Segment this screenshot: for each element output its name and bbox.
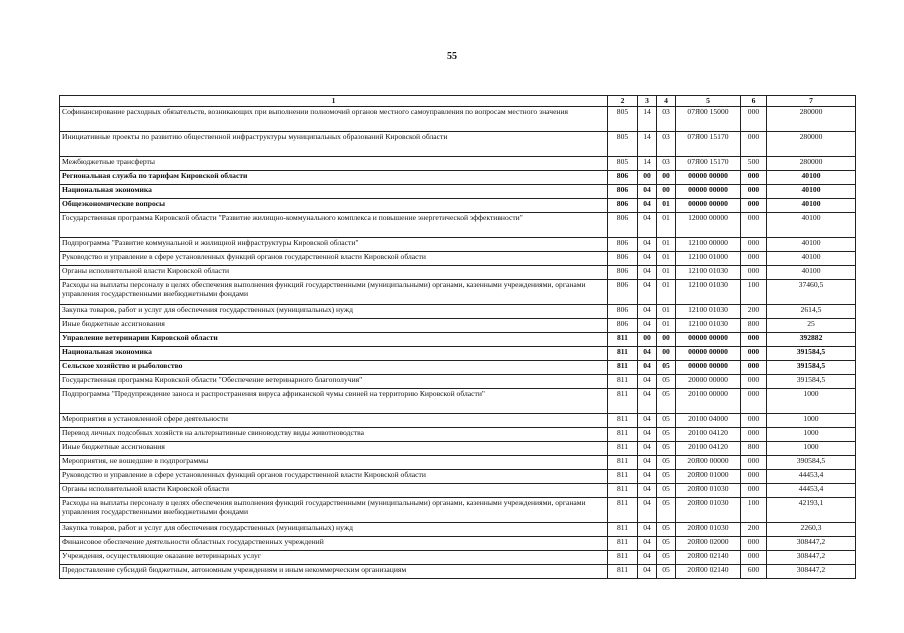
subsection-cell: 05 [657, 565, 676, 579]
name-cell: Учреждения, осуществляющие оказание ветеринарных услуг [60, 551, 608, 565]
expense-type-cell: 000 [741, 389, 767, 414]
section-cell: 04 [638, 213, 657, 238]
name-cell: Региональная служба по тарифам Кировской области [60, 171, 608, 185]
name-cell: Иные бюджетные ассигнования [60, 319, 608, 333]
amount-cell: 280000 [767, 107, 856, 132]
target-article-cell: 12100 01030 [676, 280, 741, 305]
subsection-cell: 01 [657, 199, 676, 213]
amount-cell: 40100 [767, 213, 856, 238]
amount-cell: 308447,2 [767, 551, 856, 565]
amount-cell: 40100 [767, 252, 856, 266]
section-cell: 14 [638, 157, 657, 171]
admin-code-cell: 806 [608, 266, 638, 280]
target-article-cell: 20Я00 01030 [676, 484, 741, 498]
subsection-cell: 01 [657, 266, 676, 280]
expense-type-cell: 000 [741, 171, 767, 185]
admin-code-cell: 811 [608, 484, 638, 498]
amount-cell: 1000 [767, 442, 856, 456]
admin-code-cell: 806 [608, 185, 638, 199]
table-header-row [60, 96, 856, 107]
expense-type-cell: 800 [741, 442, 767, 456]
name-cell: Подпрограмма "Предупреждение заноса и распространения вируса африканской чумы свиней на территорию Кировской области" [60, 389, 608, 414]
table-row [60, 280, 856, 305]
name-cell: Управление ветеринарии Кировской области [60, 333, 608, 347]
table-row [60, 319, 856, 333]
amount-cell: 2614,5 [767, 305, 856, 319]
expense-type-cell: 000 [741, 347, 767, 361]
table-row [60, 389, 856, 414]
target-article-cell: 12100 00000 [676, 238, 741, 252]
section-cell: 04 [638, 305, 657, 319]
expense-type-cell: 200 [741, 305, 767, 319]
table-row [60, 428, 856, 442]
target-article-cell: 20100 04120 [676, 442, 741, 456]
name-cell: Закупка товаров, работ и услуг для обеспечения государственных (муниципальных) нужд [60, 305, 608, 319]
admin-code-cell: 811 [608, 565, 638, 579]
section-cell: 04 [638, 470, 657, 484]
amount-cell: 2260,3 [767, 523, 856, 537]
amount-cell: 280000 [767, 157, 856, 171]
header-cell-5: 5 [676, 96, 741, 107]
subsection-cell: 05 [657, 414, 676, 428]
name-cell: Мероприятия в установленной сфере деятельности [60, 414, 608, 428]
section-cell: 04 [638, 319, 657, 333]
table-row [60, 185, 856, 199]
section-cell: 04 [638, 428, 657, 442]
table-row [60, 238, 856, 252]
subsection-cell: 00 [657, 185, 676, 199]
header-cell-3: 3 [638, 96, 657, 107]
target-article-cell: 20Я00 02000 [676, 537, 741, 551]
header-cell-1: 1 [60, 96, 608, 107]
subsection-cell: 05 [657, 375, 676, 389]
table-row [60, 266, 856, 280]
name-cell: Государственная программа Кировской области "Обеспечение ветеринарного благополучия" [60, 375, 608, 389]
target-article-cell: 12100 01030 [676, 266, 741, 280]
admin-code-cell: 806 [608, 252, 638, 266]
section-cell: 04 [638, 442, 657, 456]
expense-type-cell: 000 [741, 551, 767, 565]
section-cell: 04 [638, 266, 657, 280]
table-row [60, 347, 856, 361]
admin-code-cell: 811 [608, 523, 638, 537]
admin-code-cell: 805 [608, 157, 638, 171]
table-row [60, 213, 856, 238]
expense-type-cell: 000 [741, 213, 767, 238]
name-cell: Финансовое обеспечение деятельности областных государственных учреждений [60, 537, 608, 551]
budget-table-body [60, 96, 856, 579]
target-article-cell: 20100 04000 [676, 414, 741, 428]
name-cell: Межбюджетные трансферты [60, 157, 608, 171]
table-row [60, 442, 856, 456]
amount-cell: 308447,2 [767, 565, 856, 579]
target-article-cell: 20Я00 01030 [676, 498, 741, 523]
expense-type-cell: 800 [741, 319, 767, 333]
section-cell: 04 [638, 238, 657, 252]
admin-code-cell: 806 [608, 213, 638, 238]
target-article-cell: 12100 01000 [676, 252, 741, 266]
subsection-cell: 05 [657, 442, 676, 456]
table-row [60, 498, 856, 523]
target-article-cell: 00000 00000 [676, 199, 741, 213]
table-row [60, 523, 856, 537]
admin-code-cell: 811 [608, 442, 638, 456]
expense-type-cell: 100 [741, 280, 767, 305]
expense-type-cell: 000 [741, 333, 767, 347]
amount-cell: 391584,5 [767, 375, 856, 389]
subsection-cell: 05 [657, 389, 676, 414]
table-row [60, 107, 856, 132]
admin-code-cell: 806 [608, 319, 638, 333]
subsection-cell: 05 [657, 498, 676, 523]
name-cell: Инициативные проекты по развитию общественной инфраструктуры муниципальных образований Кировской области [60, 132, 608, 157]
amount-cell: 40100 [767, 238, 856, 252]
admin-code-cell: 811 [608, 470, 638, 484]
section-cell: 04 [638, 375, 657, 389]
section-cell: 04 [638, 185, 657, 199]
subsection-cell: 00 [657, 333, 676, 347]
name-cell: Руководство и управление в сфере установленных функций органов государственной власти Кировской области [60, 470, 608, 484]
name-cell: Софинансирование расходных обязательств, возникающих при выполнении полномочий органов местного самоуправления по вопросам местного значения [60, 107, 608, 132]
expense-type-cell: 000 [741, 252, 767, 266]
amount-cell: 42193,1 [767, 498, 856, 523]
table-row [60, 484, 856, 498]
name-cell: Органы исполнительной власти Кировской области [60, 266, 608, 280]
subsection-cell: 05 [657, 523, 676, 537]
name-cell: Национальная экономика [60, 347, 608, 361]
admin-code-cell: 806 [608, 305, 638, 319]
amount-cell: 37460,5 [767, 280, 856, 305]
amount-cell: 40100 [767, 266, 856, 280]
admin-code-cell: 811 [608, 414, 638, 428]
name-cell: Мероприятия, не вошедшие в подпрограммы [60, 456, 608, 470]
subsection-cell: 05 [657, 470, 676, 484]
amount-cell: 391584,5 [767, 361, 856, 375]
admin-code-cell: 811 [608, 333, 638, 347]
amount-cell: 391584,5 [767, 347, 856, 361]
target-article-cell: 00000 00000 [676, 171, 741, 185]
expense-type-cell: 000 [741, 266, 767, 280]
target-article-cell: 00000 00000 [676, 185, 741, 199]
admin-code-cell: 811 [608, 389, 638, 414]
admin-code-cell: 811 [608, 498, 638, 523]
subsection-cell: 05 [657, 537, 676, 551]
section-cell: 04 [638, 523, 657, 537]
table-row [60, 252, 856, 266]
target-article-cell: 12000 00000 [676, 213, 741, 238]
section-cell: 04 [638, 484, 657, 498]
table-row [60, 333, 856, 347]
subsection-cell: 01 [657, 280, 676, 305]
name-cell: Общеэкономические вопросы [60, 199, 608, 213]
target-article-cell: 07Я00 15170 [676, 132, 741, 157]
amount-cell: 1000 [767, 414, 856, 428]
section-cell: 04 [638, 347, 657, 361]
section-cell: 04 [638, 456, 657, 470]
subsection-cell: 01 [657, 213, 676, 238]
section-cell: 04 [638, 280, 657, 305]
name-cell: Иные бюджетные ассигнования [60, 442, 608, 456]
target-article-cell: 12100 01030 [676, 305, 741, 319]
subsection-cell: 05 [657, 361, 676, 375]
page-number: 55 [447, 51, 457, 62]
header-cell-2: 2 [608, 96, 638, 107]
expense-type-cell: 000 [741, 361, 767, 375]
target-article-cell: 12100 01030 [676, 319, 741, 333]
amount-cell: 44453,4 [767, 484, 856, 498]
target-article-cell: 20Я00 01000 [676, 470, 741, 484]
budget-table [59, 95, 856, 579]
subsection-cell: 03 [657, 107, 676, 132]
header-cell-4: 4 [657, 96, 676, 107]
name-cell: Подпрограмма "Развитие коммунальной и жилищной инфраструктуры Кировской области" [60, 238, 608, 252]
admin-code-cell: 806 [608, 199, 638, 213]
admin-code-cell: 805 [608, 107, 638, 132]
expense-type-cell: 000 [741, 199, 767, 213]
amount-cell: 392882 [767, 333, 856, 347]
subsection-cell: 01 [657, 252, 676, 266]
section-cell: 04 [638, 252, 657, 266]
subsection-cell: 03 [657, 157, 676, 171]
target-article-cell: 00000 00000 [676, 361, 741, 375]
subsection-cell: 01 [657, 319, 676, 333]
section-cell: 04 [638, 565, 657, 579]
expense-type-cell: 000 [741, 428, 767, 442]
name-cell: Сельское хозяйство и рыболовство [60, 361, 608, 375]
target-article-cell: 07Я00 15170 [676, 157, 741, 171]
target-article-cell: 00000 00000 [676, 347, 741, 361]
subsection-cell: 01 [657, 238, 676, 252]
section-cell: 14 [638, 107, 657, 132]
expense-type-cell: 000 [741, 107, 767, 132]
subsection-cell: 05 [657, 456, 676, 470]
section-cell: 04 [638, 199, 657, 213]
subsection-cell: 05 [657, 551, 676, 565]
name-cell: Расходы на выплаты персоналу в целях обеспечения выполнения функций государственными (муниципальными) органами, казенными учреждениями, органами управления государственными внебюджетными фондами [60, 498, 608, 523]
section-cell: 04 [638, 389, 657, 414]
target-article-cell: 00000 00000 [676, 333, 741, 347]
header-cell-7: 7 [767, 96, 856, 107]
expense-type-cell: 000 [741, 414, 767, 428]
table-row [60, 199, 856, 213]
expense-type-cell: 000 [741, 132, 767, 157]
table-row [60, 361, 856, 375]
target-article-cell: 20Я00 01030 [676, 523, 741, 537]
amount-cell: 308447,2 [767, 537, 856, 551]
section-cell: 04 [638, 551, 657, 565]
section-cell: 04 [638, 498, 657, 523]
table-row [60, 305, 856, 319]
expense-type-cell: 200 [741, 523, 767, 537]
admin-code-cell: 811 [608, 361, 638, 375]
amount-cell: 1000 [767, 389, 856, 414]
table-row [60, 456, 856, 470]
name-cell: Руководство и управление в сфере установленных функций органов государственной власти Кировской области [60, 252, 608, 266]
table-row [60, 565, 856, 579]
name-cell: Перевод личных подсобных хозяйств на альтернативные свиноводству виды животноводства [60, 428, 608, 442]
name-cell: Закупка товаров, работ и услуг для обеспечения государственных (муниципальных) нужд [60, 523, 608, 537]
admin-code-cell: 806 [608, 171, 638, 185]
table-row [60, 414, 856, 428]
target-article-cell: 20100 00000 [676, 389, 741, 414]
admin-code-cell: 811 [608, 347, 638, 361]
name-cell: Органы исполнительной власти Кировской области [60, 484, 608, 498]
target-article-cell: 20Я00 02140 [676, 565, 741, 579]
expense-type-cell: 000 [741, 537, 767, 551]
name-cell: Расходы на выплаты персоналу в целях обеспечения выполнения функций государственными (муниципальными) органами, казенными учреждениями, органами управления государственными внебюджетными фондами [60, 280, 608, 305]
subsection-cell: 00 [657, 347, 676, 361]
table-row [60, 551, 856, 565]
section-cell: 14 [638, 132, 657, 157]
subsection-cell: 03 [657, 132, 676, 157]
section-cell: 04 [638, 537, 657, 551]
amount-cell: 44453,4 [767, 470, 856, 484]
expense-type-cell: 000 [741, 484, 767, 498]
subsection-cell: 00 [657, 171, 676, 185]
amount-cell: 40100 [767, 171, 856, 185]
expense-type-cell: 000 [741, 238, 767, 252]
admin-code-cell: 811 [608, 456, 638, 470]
amount-cell: 25 [767, 319, 856, 333]
target-article-cell: 20Я00 00000 [676, 456, 741, 470]
name-cell: Государственная программа Кировской области "Развитие жилищно-коммунального комплекса и повышение энергетической эффективности" [60, 213, 608, 238]
expense-type-cell: 600 [741, 565, 767, 579]
admin-code-cell: 806 [608, 238, 638, 252]
header-cell-6: 6 [741, 96, 767, 107]
expense-type-cell: 000 [741, 456, 767, 470]
amount-cell: 390584,5 [767, 456, 856, 470]
table-row [60, 171, 856, 185]
name-cell: Национальная экономика [60, 185, 608, 199]
section-cell: 04 [638, 361, 657, 375]
amount-cell: 40100 [767, 185, 856, 199]
subsection-cell: 01 [657, 305, 676, 319]
section-cell: 00 [638, 171, 657, 185]
section-cell: 00 [638, 333, 657, 347]
admin-code-cell: 811 [608, 375, 638, 389]
section-cell: 04 [638, 414, 657, 428]
target-article-cell: 07Я00 15000 [676, 107, 741, 132]
admin-code-cell: 805 [608, 132, 638, 157]
table-row [60, 470, 856, 484]
table-row [60, 132, 856, 157]
amount-cell: 280000 [767, 132, 856, 157]
expense-type-cell: 000 [741, 185, 767, 199]
amount-cell: 40100 [767, 199, 856, 213]
subsection-cell: 05 [657, 484, 676, 498]
expense-type-cell: 000 [741, 470, 767, 484]
expense-type-cell: 100 [741, 498, 767, 523]
table-row [60, 375, 856, 389]
admin-code-cell: 811 [608, 428, 638, 442]
table-row [60, 157, 856, 171]
table-row [60, 537, 856, 551]
admin-code-cell: 811 [608, 537, 638, 551]
admin-code-cell: 811 [608, 551, 638, 565]
amount-cell: 1000 [767, 428, 856, 442]
subsection-cell: 05 [657, 428, 676, 442]
name-cell: Предоставление субсидий бюджетным, автономным учреждениям и иным некоммерческим организациям [60, 565, 608, 579]
target-article-cell: 20000 00000 [676, 375, 741, 389]
target-article-cell: 20100 04120 [676, 428, 741, 442]
expense-type-cell: 500 [741, 157, 767, 171]
target-article-cell: 20Я00 02140 [676, 551, 741, 565]
admin-code-cell: 806 [608, 280, 638, 305]
expense-type-cell: 000 [741, 375, 767, 389]
